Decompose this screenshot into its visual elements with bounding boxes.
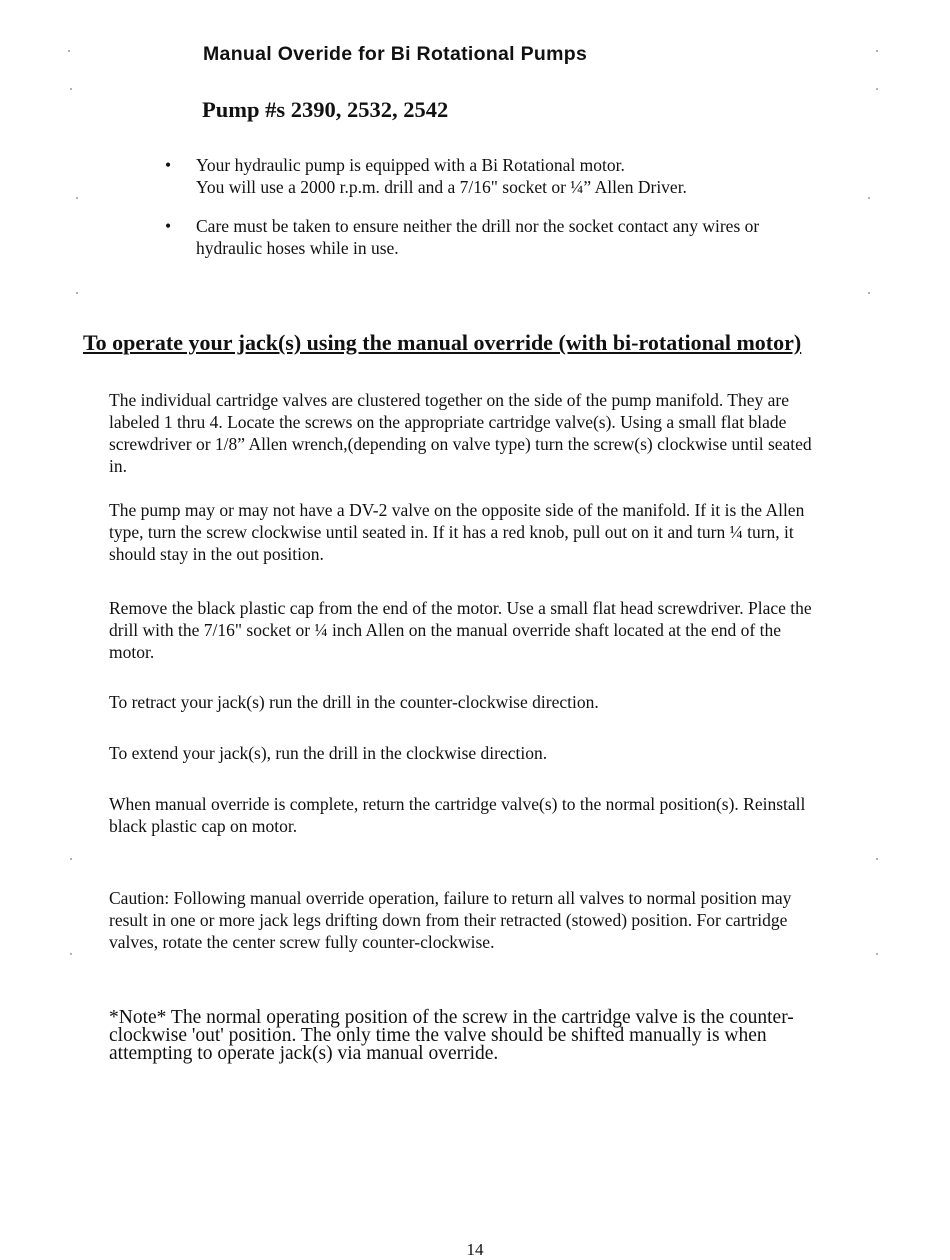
bullet-icon: •	[165, 155, 172, 175]
text-line: screwdriver or 1/8” Allen wrench,(depending on valve type) turn the screw(s) clockwise until seated	[109, 434, 812, 454]
text-line: Care must be taken to ensure neither the drill nor the socket contact any wires or	[196, 216, 760, 236]
paragraph-complete	[109, 793, 879, 837]
scan-speck	[76, 292, 78, 294]
pump-numbers-heading: Pump #s 2390, 2532, 2542	[202, 97, 449, 122]
bullet-item	[160, 216, 840, 259]
text-line: When manual override is complete, return the cartridge valve(s) to the normal position(s). Reinstall	[109, 794, 806, 814]
text-line: valves, rotate the center screw fully counter-clockwise.	[109, 932, 495, 952]
paragraph-extend	[109, 742, 879, 764]
scan-speck	[70, 858, 72, 860]
text-line: black plastic cap on motor.	[109, 816, 298, 836]
text-line: attempting to operate jack(s) via manual override.	[109, 1043, 499, 1064]
paragraph-caution	[109, 887, 879, 953]
text-line: Your hydraulic pump is equipped with a Bi Rotational motor.	[196, 155, 625, 175]
text-line: labeled 1 thru 4. Locate the screws on the appropriate cartridge valve(s). Using a small flat blade	[109, 412, 787, 432]
page-number: 14	[466, 1240, 484, 1259]
text-line: in.	[109, 456, 127, 476]
scan-speck	[76, 197, 78, 199]
scan-speck	[876, 953, 878, 955]
text-line: You will use a 2000 r.p.m. drill and a 7/16" socket or ¼” Allen Driver.	[196, 176, 687, 197]
note-paragraph	[109, 1009, 794, 1063]
scan-speck	[68, 50, 70, 52]
text-line: drill with the 7/16" socket or ¼ inch Allen on the manual override shaft located at the end of the	[109, 620, 781, 640]
text-line: To retract your jack(s) run the drill in the counter-clockwise direction.	[109, 692, 599, 712]
text-line: should stay in the out position.	[109, 544, 324, 564]
paragraph-retract	[109, 691, 879, 713]
scan-speck	[876, 50, 878, 52]
paragraph-dv2-valve	[109, 499, 879, 565]
scan-speck	[876, 88, 878, 90]
text-line: Remove the black plastic cap from the end of the motor. Use a small flat head screwdriver. Place the	[109, 598, 812, 618]
scan-speck	[70, 953, 72, 955]
text-line: The pump may or may not have a DV-2 valve on the opposite side of the manifold. If it is the Allen	[109, 500, 805, 520]
scan-speck	[868, 292, 870, 294]
text-line: motor.	[109, 642, 155, 662]
text-line: clockwise 'out' position. The only time the valve should be shifted manually is when	[109, 1025, 767, 1046]
text-line: The individual cartridge valves are clustered together on the side of the pump manifold. They are	[109, 390, 789, 410]
scan-speck	[876, 858, 878, 860]
bullet-item	[160, 155, 840, 198]
scan-speck	[868, 197, 870, 199]
text-line: Caution: Following manual override operation, failure to return all valves to normal position may	[109, 888, 792, 908]
bullet-list	[160, 155, 840, 259]
text-line: type, turn the screw clockwise until seated in. If it has a red knob, pull out on it and turn ¼ turn, it	[109, 522, 794, 542]
text-line: *Note* The normal operating position of the screw in the cartridge valve is the counter-	[109, 1007, 794, 1028]
text-line: hydraulic hoses while in use.	[196, 237, 399, 258]
bullet-icon: •	[165, 216, 172, 236]
text-line: result in one or more jack legs drifting down from their retracted (stowed) position. For cartridge	[109, 910, 788, 930]
text-line: To extend your jack(s), run the drill in the clockwise direction.	[109, 743, 548, 763]
paragraph-cartridge-valves	[109, 389, 879, 477]
document-title: Manual Overide for Bi Rotational Pumps	[203, 43, 588, 65]
paragraph-remove-cap	[109, 597, 879, 663]
scan-speck	[70, 88, 72, 90]
section-heading: To operate your jack(s) using the manual override (with bi-rotational motor)	[83, 330, 802, 355]
